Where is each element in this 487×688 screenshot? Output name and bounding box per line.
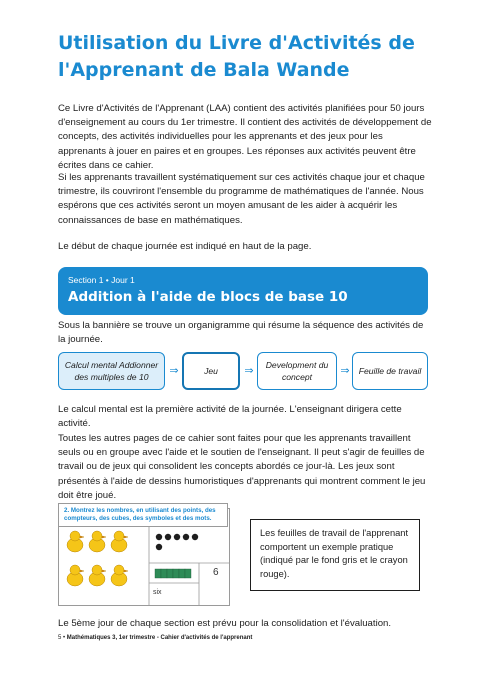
footer-text: Mathématiques 3, 1er trimestre - Cahier d'activités de l'apprenant (66, 635, 253, 641)
worksheet-number: 6 (213, 567, 219, 578)
flow-step-mental-math (58, 352, 165, 390)
flow-step-1-label: Calcul mental Addionner des multiples de 10 (64, 360, 159, 382)
title-line-1: Utilisation du Livre d'Activités de (58, 32, 415, 54)
page-footer (58, 635, 252, 641)
worksheet-instruction: 2. Montrez les nombres, en utilisant des points, des compteurs, des cubes, des symboles et des mots. (58, 503, 228, 527)
paragraph-consolidation: Le 5ème jour de chaque section est prévu pour la consolidation et l'évaluation. (58, 618, 392, 629)
arrow-right-icon: ⇒ (244, 365, 254, 377)
page-number: 5 (58, 635, 62, 641)
paragraph-flowchart: Sous la bannière se trouve un organigramme qui résume la séquence des activités de la journée. (58, 320, 424, 346)
flow-step-worksheet (352, 352, 428, 390)
paragraph-day-start: Le début de chaque journée est indiqué en haut de la page. (58, 241, 312, 252)
paragraph-mental-math: Le calcul mental est la première activité de la journée. L'enseignant dirigera cette activité. (58, 404, 402, 430)
banner-subtitle: Section 1 • Jour 1 (68, 275, 135, 285)
arrow-right-icon: ⇒ (340, 365, 350, 377)
flow-step-2-label: Jeu (204, 366, 218, 376)
flow-step-3-label: Development du concept (265, 360, 329, 382)
worksheet-word: six (153, 589, 162, 596)
flow-step-concept (257, 352, 337, 390)
title-line-2: l'Apprenant de Bala Wande (58, 59, 350, 81)
page-title (58, 30, 438, 84)
banner-title: Addition à l'aide de blocs de base 10 (68, 289, 348, 305)
arrow-right-icon: ⇒ (169, 365, 179, 377)
section-banner (58, 267, 428, 315)
paragraph-program: Si les apprenants travaillent systématiquement sur ces activités chaque jour et chaque trimestre, ils couvriront l'ensemble du programme de mathématiques de l'année. Nous espérons que ces activités seront un moyen amusant de les aider à acquérir les connaissances de base en mathématiques. (58, 172, 425, 226)
flow-step-4-label: Feuille de travail (358, 366, 422, 376)
worksheet-callout: Les feuilles de travail de l'apprenant comportent un exemple pratique (indiqué par le fond gris et le crayon rouge). (250, 519, 420, 591)
footer-bullet: • (63, 635, 67, 641)
paragraph-worksheets: Toutes les autres pages de ce cahier sont faites pour que les apprenants travaillent seuls ou en groupe avec l'aide et le soutien de l'enseignant. Il peut s'agir de feuilles de travail ou de jeux qui consolident les concepts abordés ce jour-là. Les jeux sont présentés à l'aide de dessins humoristiques d'apprenants qui montrent comment le jeu doit être joué. (58, 433, 426, 501)
intro-paragraph: Ce Livre d'Activités de l'Apprenant (LAA) contient des activités planifiées pour 50 jours d'enseignement au cours du 1er trimestre. Il contient des activités de développement de concepts, des activités individuelles pour les apprenants et des jeux pour les apprenants à jouer en paires et en groupes. Les réponses aux activités peuvent être écrites dans ce cahier. (58, 103, 432, 171)
flow-step-game (182, 352, 240, 390)
